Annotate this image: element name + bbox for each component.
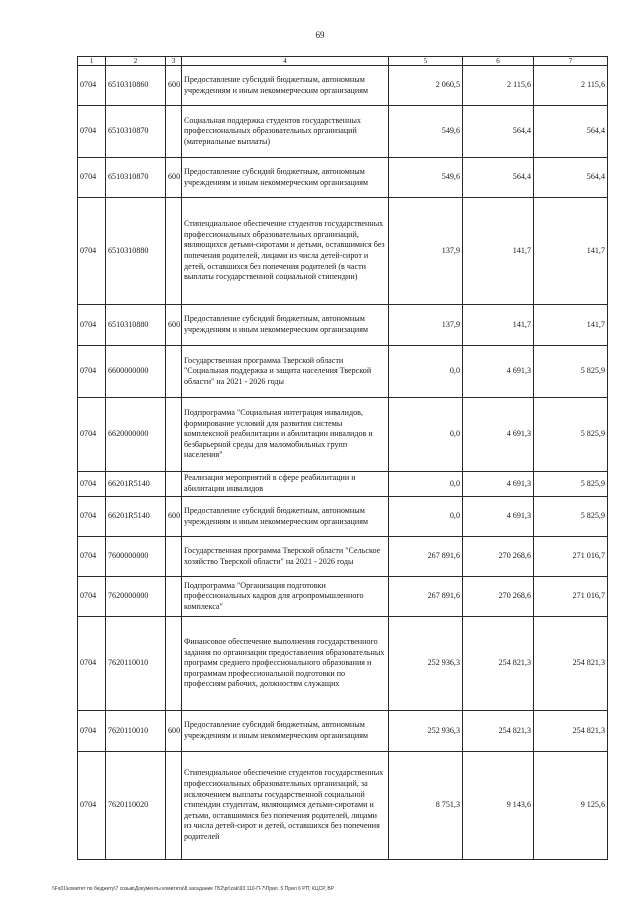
table-row [78,106,608,158]
table-row [78,617,608,711]
item-name-cell: Стипендиальное обеспечение студентов государственных профессиональных образовательных организаций, являющихся детьми-сиротами и детьми, оставшимися без попечения родителей, лицами из числа детей-сирот и детей, оставшихся без попечения родителей (в части выплаты государственной социальной стипендии) [182,198,389,305]
amount-2025-cell: 270 268,6 [463,537,534,577]
column-header: 4 [182,57,389,66]
expense-type-cell [166,617,182,711]
table-row [78,198,608,305]
table-row [78,537,608,577]
amount-2024-cell: 252 936,3 [389,711,463,752]
target-article-cell: 66201R5140 [106,472,166,497]
table-row [78,752,608,860]
expense-type-cell: 600 [166,305,182,346]
item-name-cell: Подпрограмма "Социальная интеграция инвалидов, формирование условий для развития системы комплексной реабилитации и абилитации инвалидов и безбарьерной среды для маломобильных групп населения" [182,398,389,472]
section-code-cell: 0704 [78,472,106,497]
target-article-cell: 7620110010 [106,711,166,752]
column-number-row [78,57,608,66]
amount-2024-cell: 267 891,6 [389,577,463,617]
amount-2026-cell: 5 825,9 [534,472,608,497]
column-header: 2 [106,57,166,66]
amount-2024-cell: 549,6 [389,106,463,158]
section-code-cell: 0704 [78,497,106,537]
target-article-cell: 6510310870 [106,106,166,158]
amount-2025-cell: 254 821,3 [463,711,534,752]
table-header [78,57,608,66]
item-name-cell: Реализация мероприятий в сфере реабилитации и абилитации инвалидов [182,472,389,497]
target-article-cell: 6600000000 [106,346,166,398]
expense-type-cell [166,577,182,617]
expense-type-cell: 600 [166,497,182,537]
expense-type-cell: 600 [166,711,182,752]
amount-2024-cell: 137,9 [389,305,463,346]
amount-2026-cell: 564,4 [534,106,608,158]
section-code-cell: 0704 [78,577,106,617]
target-article-cell: 6510310870 [106,158,166,198]
section-code-cell: 0704 [78,346,106,398]
section-code-cell: 0704 [78,305,106,346]
amount-2026-cell: 141,7 [534,198,608,305]
amount-2025-cell: 4 691,3 [463,497,534,537]
amount-2025-cell: 2 115,6 [463,66,534,106]
table-row [78,472,608,497]
expense-type-cell [166,398,182,472]
item-name-cell: Подпрограмма "Организация подготовки профессиональных кадров для агропромышленного комплекса" [182,577,389,617]
target-article-cell: 6510310880 [106,305,166,346]
item-name-cell: Предоставление субсидий бюджетным, автономным учреждениям и иным некоммерческим организациям [182,158,389,198]
amount-2024-cell: 0,0 [389,398,463,472]
expense-type-cell [166,346,182,398]
file-path-footer: \\Fs01\комитет по бюджету\7 созыв\Документы комитета\8 заседание ГБ2\pr\zak\93 110-П-7\Прил. 5 Прил 6 РП, КЦСР, ВР [52,886,335,892]
target-article-cell: 7600000000 [106,537,166,577]
amount-2026-cell: 271 016,7 [534,537,608,577]
column-header: 1 [78,57,106,66]
amount-2026-cell: 5 825,9 [534,497,608,537]
amount-2024-cell: 549,6 [389,158,463,198]
section-code-cell: 0704 [78,158,106,198]
amount-2026-cell: 5 825,9 [534,346,608,398]
amount-2026-cell: 254 821,3 [534,711,608,752]
amount-2024-cell: 8 751,3 [389,752,463,860]
expense-type-cell: 600 [166,158,182,198]
column-header: 6 [463,57,534,66]
item-name-cell: Предоставление субсидий бюджетным, автономным учреждениям и иным некоммерческим организациям [182,497,389,537]
expense-type-cell [166,198,182,305]
amount-2024-cell: 2 060,5 [389,66,463,106]
expense-type-cell [166,752,182,860]
table-row [78,305,608,346]
column-header: 7 [534,57,608,66]
expense-type-cell [166,537,182,577]
amount-2024-cell: 0,0 [389,472,463,497]
section-code-cell: 0704 [78,752,106,860]
table-row [78,711,608,752]
amount-2026-cell: 2 115,6 [534,66,608,106]
amount-2025-cell: 141,7 [463,305,534,346]
item-name-cell: Предоставление субсидий бюджетным, автономным учреждениям и иным некоммерческим организациям [182,66,389,106]
table-row [78,66,608,106]
expense-type-cell [166,106,182,158]
item-name-cell: Предоставление субсидий бюджетным, автономным учреждениям и иным некоммерческим организациям [182,305,389,346]
section-code-cell: 0704 [78,537,106,577]
target-article-cell: 6510310880 [106,198,166,305]
budget-table [77,56,608,860]
section-code-cell: 0704 [78,198,106,305]
item-name-cell: Предоставление субсидий бюджетным, автономным учреждениям и иным некоммерческим организациям [182,711,389,752]
amount-2026-cell: 9 125,6 [534,752,608,860]
amount-2025-cell: 4 691,3 [463,472,534,497]
amount-2026-cell: 5 825,9 [534,398,608,472]
amount-2024-cell: 0,0 [389,497,463,537]
amount-2025-cell: 141,7 [463,198,534,305]
expense-type-cell [166,472,182,497]
table-row [78,398,608,472]
page-number: 69 [315,30,325,40]
table-body [78,66,608,860]
amount-2024-cell: 252 936,3 [389,617,463,711]
target-article-cell: 7620110010 [106,617,166,711]
amount-2026-cell: 254 821,3 [534,617,608,711]
target-article-cell: 6620000000 [106,398,166,472]
item-name-cell: Государственная программа Тверской области "Сельское хозяйство Тверской области" на 2021 - 2026 годы [182,537,389,577]
amount-2025-cell: 9 143,6 [463,752,534,860]
amount-2024-cell: 267 891,6 [389,537,463,577]
amount-2025-cell: 4 691,3 [463,398,534,472]
amount-2024-cell: 0,0 [389,346,463,398]
item-name-cell: Стипендиальное обеспечение студентов государственных профессиональных образовательных организаций, за исключением выплаты государственной социальной стипендии студентам, являющимся детьми-сиротами и детьми, оставшимися без попечения родителей, лицами из числа детей-сирот и детей, оставшихся без попечения родителей [182,752,389,860]
target-article-cell: 6510310860 [106,66,166,106]
amount-2025-cell: 4 691,3 [463,346,534,398]
column-header: 3 [166,57,182,66]
amount-2025-cell: 564,4 [463,158,534,198]
section-code-cell: 0704 [78,66,106,106]
amount-2025-cell: 254 821,3 [463,617,534,711]
table-row [78,577,608,617]
amount-2025-cell: 564,4 [463,106,534,158]
section-code-cell: 0704 [78,106,106,158]
section-code-cell: 0704 [78,617,106,711]
amount-2025-cell: 270 268,6 [463,577,534,617]
column-header: 5 [389,57,463,66]
target-article-cell: 7620000000 [106,577,166,617]
table-row [78,158,608,198]
expense-type-cell: 600 [166,66,182,106]
amount-2026-cell: 141,7 [534,305,608,346]
amount-2026-cell: 271 016,7 [534,577,608,617]
item-name-cell: Государственная программа Тверской области "Социальная поддержка и защита населения Тверской области" на 2021 - 2026 годы [182,346,389,398]
section-code-cell: 0704 [78,711,106,752]
amount-2024-cell: 137,9 [389,198,463,305]
item-name-cell: Социальная поддержка студентов государственных профессиональных образовательных организаций (материальные выплаты) [182,106,389,158]
table-row [78,346,608,398]
item-name-cell: Финансовое обеспечение выполнения государственного задания по организации предоставления образовательных программ среднего профессионального образования и программам профессиональной подготовки по профессиям рабочих, должностям служащих [182,617,389,711]
table-row [78,497,608,537]
target-article-cell: 7620110020 [106,752,166,860]
target-article-cell: 66201R5140 [106,497,166,537]
amount-2026-cell: 564,4 [534,158,608,198]
section-code-cell: 0704 [78,398,106,472]
